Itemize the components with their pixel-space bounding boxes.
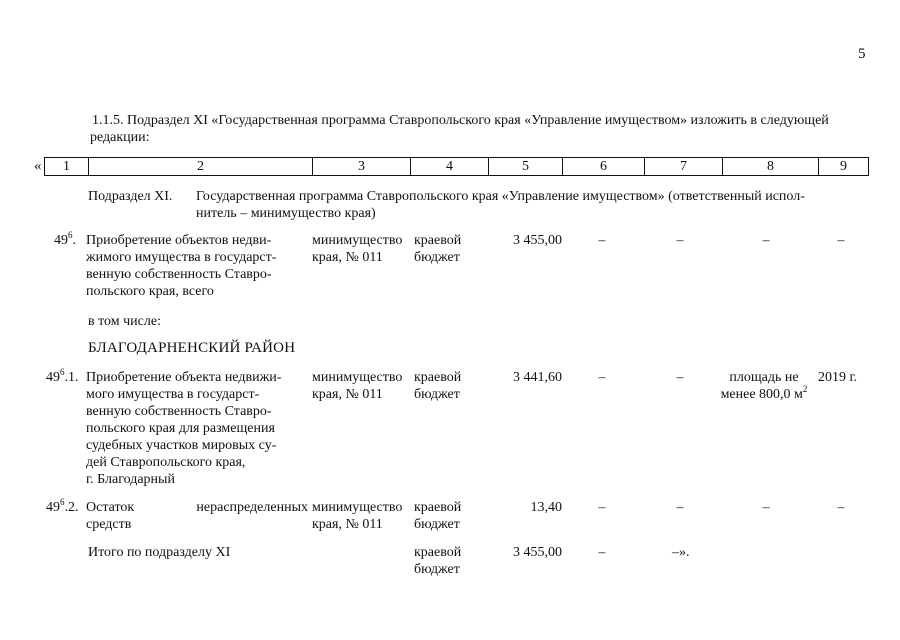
row-name-line: мого имущества в государст- — [86, 387, 260, 402]
row-number-superscript: 6 — [60, 497, 65, 507]
subsection-title-line-2: нитель – минимущество края) — [196, 206, 376, 221]
row-col9: – — [837, 233, 845, 248]
intro-paragraph — [92, 112, 868, 146]
row-funding-source-line: краевой — [414, 233, 462, 248]
row-name-line: г. Благодарный — [86, 472, 175, 487]
row-name-word: нераспределенных — [196, 500, 308, 515]
row-name-line: дей Ставропольского края, — [86, 455, 246, 470]
column-header-6: 6 — [563, 158, 645, 176]
opening-quote: « — [34, 158, 42, 174]
row-executor-line: минимущество — [312, 500, 403, 515]
row-number-suffix: .1. — [64, 370, 79, 385]
row-col6: – — [598, 500, 606, 515]
row-name-line: польского края, всего — [86, 284, 214, 299]
subsection-title-line-1: Государственная программа Ставропольского края «Управление имуществом» (ответственный испол- — [196, 189, 805, 204]
row-number — [54, 232, 76, 249]
column-header-3: 3 — [313, 158, 411, 176]
row-col8-line — [712, 386, 816, 403]
row-number-suffix: . — [72, 233, 76, 248]
row-number-suffix: .2. — [64, 500, 79, 515]
column-header-7: 7 — [645, 158, 723, 176]
row-col7: – — [676, 500, 684, 515]
row-name-line: средств — [86, 517, 132, 532]
total-funding-source-line: бюджет — [414, 562, 460, 577]
row-number-superscript: 6 — [68, 230, 73, 240]
row-col6: – — [598, 370, 606, 385]
row-name — [86, 232, 308, 300]
column-header-1: 1 — [45, 158, 89, 176]
total-col6: – — [598, 545, 606, 560]
row-executor-line: края, № 011 — [312, 387, 383, 402]
row-amount: 13,40 — [530, 500, 562, 515]
row-name-line — [86, 499, 308, 516]
total-amount: 3 455,00 — [513, 545, 562, 560]
row-number-superscript: 6 — [60, 367, 65, 377]
row-executor-line: минимущество — [312, 233, 403, 248]
column-header-4: 4 — [411, 158, 489, 176]
row-col8-area-exponent: 2 — [802, 384, 808, 394]
row-name-word: Остаток — [86, 500, 135, 515]
row-funding-source — [414, 369, 461, 403]
row-name-line: Приобретение объекта недвижи- — [86, 370, 282, 385]
row-col9: – — [837, 500, 845, 515]
column-number-header — [44, 157, 869, 176]
column-header-5: 5 — [489, 158, 563, 176]
row-col8: – — [762, 233, 770, 248]
row-name-line: венную собственность Ставро- — [86, 404, 272, 419]
row-funding-source-line: бюджет — [414, 517, 460, 532]
row-funding-source-line: бюджет — [414, 250, 460, 265]
row-name-line: судебных участков мировых су- — [86, 438, 277, 453]
row-amount: 3 455,00 — [513, 233, 562, 248]
column-header-9: 9 — [819, 158, 869, 176]
row-executor-line: минимущество — [312, 370, 403, 385]
total-col7: –». — [672, 545, 690, 560]
intro-line-1: 1.1.5. Подраздел XI «Государственная программа Ставропольского края «Управление имуществом» изложить в следующей — [92, 113, 829, 128]
subsection-label: Подраздел XI. — [88, 189, 173, 204]
district-heading: БЛАГОДАРНЕНСКИЙ РАЙОН — [88, 340, 296, 356]
row-amount: 3 441,60 — [513, 370, 562, 385]
row-funding-source — [414, 499, 461, 533]
row-executor-line: края, № 011 — [312, 517, 383, 532]
row-executor — [312, 499, 402, 533]
row-number-base: 49 — [46, 370, 60, 385]
row-col8: – — [762, 500, 770, 515]
total-funding-source-line: краевой — [414, 545, 462, 560]
row-number-base: 49 — [46, 500, 60, 515]
row-name-line: жимого имущества в государст- — [86, 250, 277, 265]
row-col6: – — [598, 233, 606, 248]
total-funding-source — [414, 544, 461, 578]
page-number: 5 — [858, 46, 866, 62]
row-col8-line: площадь не — [729, 370, 799, 385]
row-funding-source-line: краевой — [414, 370, 462, 385]
column-header-2: 2 — [89, 158, 313, 176]
subsection-title — [196, 188, 866, 222]
row-number — [46, 369, 79, 386]
row-name-line: Приобретение объектов недви- — [86, 233, 272, 248]
row-col8-result — [712, 369, 816, 403]
row-col7: – — [676, 233, 684, 248]
row-name-line: венную собственность Ставро- — [86, 267, 272, 282]
intro-line-2: редакции: — [90, 130, 150, 145]
including-label: в том числе: — [88, 314, 161, 329]
row-col9: 2019 г. — [818, 370, 858, 385]
row-col7: – — [676, 370, 684, 385]
row-executor — [312, 369, 402, 403]
row-number-base: 49 — [54, 233, 68, 248]
total-label: Итого по подразделу XI — [88, 545, 231, 560]
column-header-8: 8 — [723, 158, 819, 176]
row-col8-area: менее 800,0 м — [720, 387, 803, 402]
row-number — [46, 499, 79, 516]
row-name-line: польского края для размещения — [86, 421, 275, 436]
row-funding-source-line: краевой — [414, 500, 462, 515]
row-name — [86, 499, 308, 533]
row-funding-source — [414, 232, 461, 266]
row-executor-line: края, № 011 — [312, 250, 383, 265]
row-funding-source-line: бюджет — [414, 387, 460, 402]
row-executor — [312, 232, 402, 266]
row-name — [86, 369, 308, 488]
